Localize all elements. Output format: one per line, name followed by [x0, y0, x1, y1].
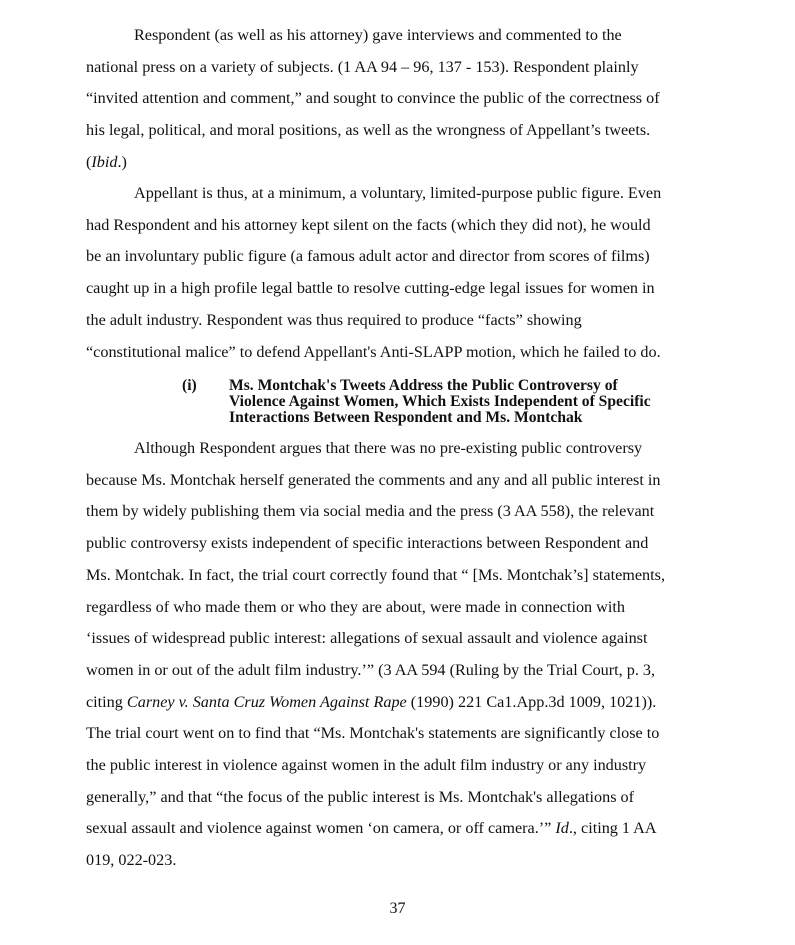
- citing-prefix: citing: [86, 692, 127, 711]
- case-citation: Carney v. Santa Cruz Women Against Rape: [126, 692, 407, 711]
- text-line: women in or out of the adult film industry.’” (3 AA 594 (Ruling by the Trial Court, p. 3,: [86, 660, 656, 679]
- heading-line: Violence Against Women, Which Exists Independent of Specific: [229, 393, 651, 410]
- text-line: public controversy exists independent of specific interactions between Respondent and: [86, 534, 649, 553]
- paragraph-2: [86, 178, 708, 368]
- text-line: ‘issues of widespread public interest: allegations of sexual assault and violence against: [86, 629, 648, 648]
- paren-open: (: [86, 152, 92, 171]
- text-line: The trial court went on to find that “Ms. Montchak's statements are significantly close to: [86, 724, 660, 743]
- paragraph-1: [86, 20, 708, 179]
- text-line: caught up in a high profile legal battle to resolve cutting-edge legal issues for women in: [86, 279, 655, 298]
- citing-suffix: (1990) 221 Ca1.App.3d 1009, 1021)).: [406, 692, 657, 711]
- quote-prefix: sexual assault and violence against women ‘on camera, or off camera.’”: [86, 819, 556, 838]
- ibid-citation: Ibid: [91, 152, 118, 171]
- heading-line: Interactions Between Respondent and Ms. Montchak: [229, 409, 583, 426]
- citing-suffix: ., citing 1 AA: [568, 819, 657, 838]
- heading-text: [229, 378, 719, 426]
- text-line: his legal, political, and moral positions, as well as the wrongness of Appellant’s tweets.: [86, 121, 651, 140]
- text-line: generally,” and that “the focus of the public interest is Ms. Montchak's allegations of: [86, 787, 635, 806]
- text-line: [86, 147, 708, 179]
- text-line: “invited attention and comment,” and sought to convince the public of the correctness of: [86, 89, 660, 108]
- text-line: Appellant is thus, at a minimum, a voluntary, limited-purpose public figure. Even: [134, 184, 662, 202]
- text-line: them by widely publishing them via social media and the press (3 AA 558), the relevant: [86, 502, 655, 521]
- page-number: 37: [389, 900, 406, 917]
- paren-close: .): [117, 152, 127, 171]
- text-line: national press on a variety of subjects. (1 AA 94 – 96, 137 - 153). Respondent plainly: [86, 57, 639, 76]
- text-line: because Ms. Montchak herself generated the comments and any and all public interest in: [86, 470, 661, 489]
- text-line: “constitutional malice” to defend Appellant's Anti-SLAPP motion, which he failed to do.: [86, 342, 661, 361]
- text-line: [86, 813, 708, 845]
- paragraph-3: [86, 433, 708, 877]
- text-line: regardless of who made them or who they are about, were made in connection with: [86, 597, 625, 616]
- heading-line: Ms. Montchak's Tweets Address the Public Controversy of: [229, 377, 618, 394]
- text-line: Although Respondent argues that there was no pre-existing public controversy: [134, 439, 643, 457]
- text-line: had Respondent and his attorney kept silent on the facts (which they did not), he would: [86, 215, 651, 234]
- text-line: the public interest in violence against women in the adult film industry or any industry: [86, 756, 647, 775]
- heading-number: (i): [182, 377, 197, 394]
- text-line: Respondent (as well as his attorney) gave interviews and commented to the: [134, 26, 622, 44]
- text-line: 019, 022-023.: [86, 851, 177, 870]
- text-line: [86, 687, 708, 719]
- text-line: be an involuntary public figure (a famous adult actor and director from scores of films): [86, 247, 650, 266]
- text-line: Ms. Montchak. In fact, the trial court correctly found that “ [Ms. Montchak’s] statements,: [86, 565, 665, 584]
- id-citation: Id: [555, 819, 569, 838]
- text-line: the adult industry. Respondent was thus required to produce “facts” showing: [86, 310, 582, 329]
